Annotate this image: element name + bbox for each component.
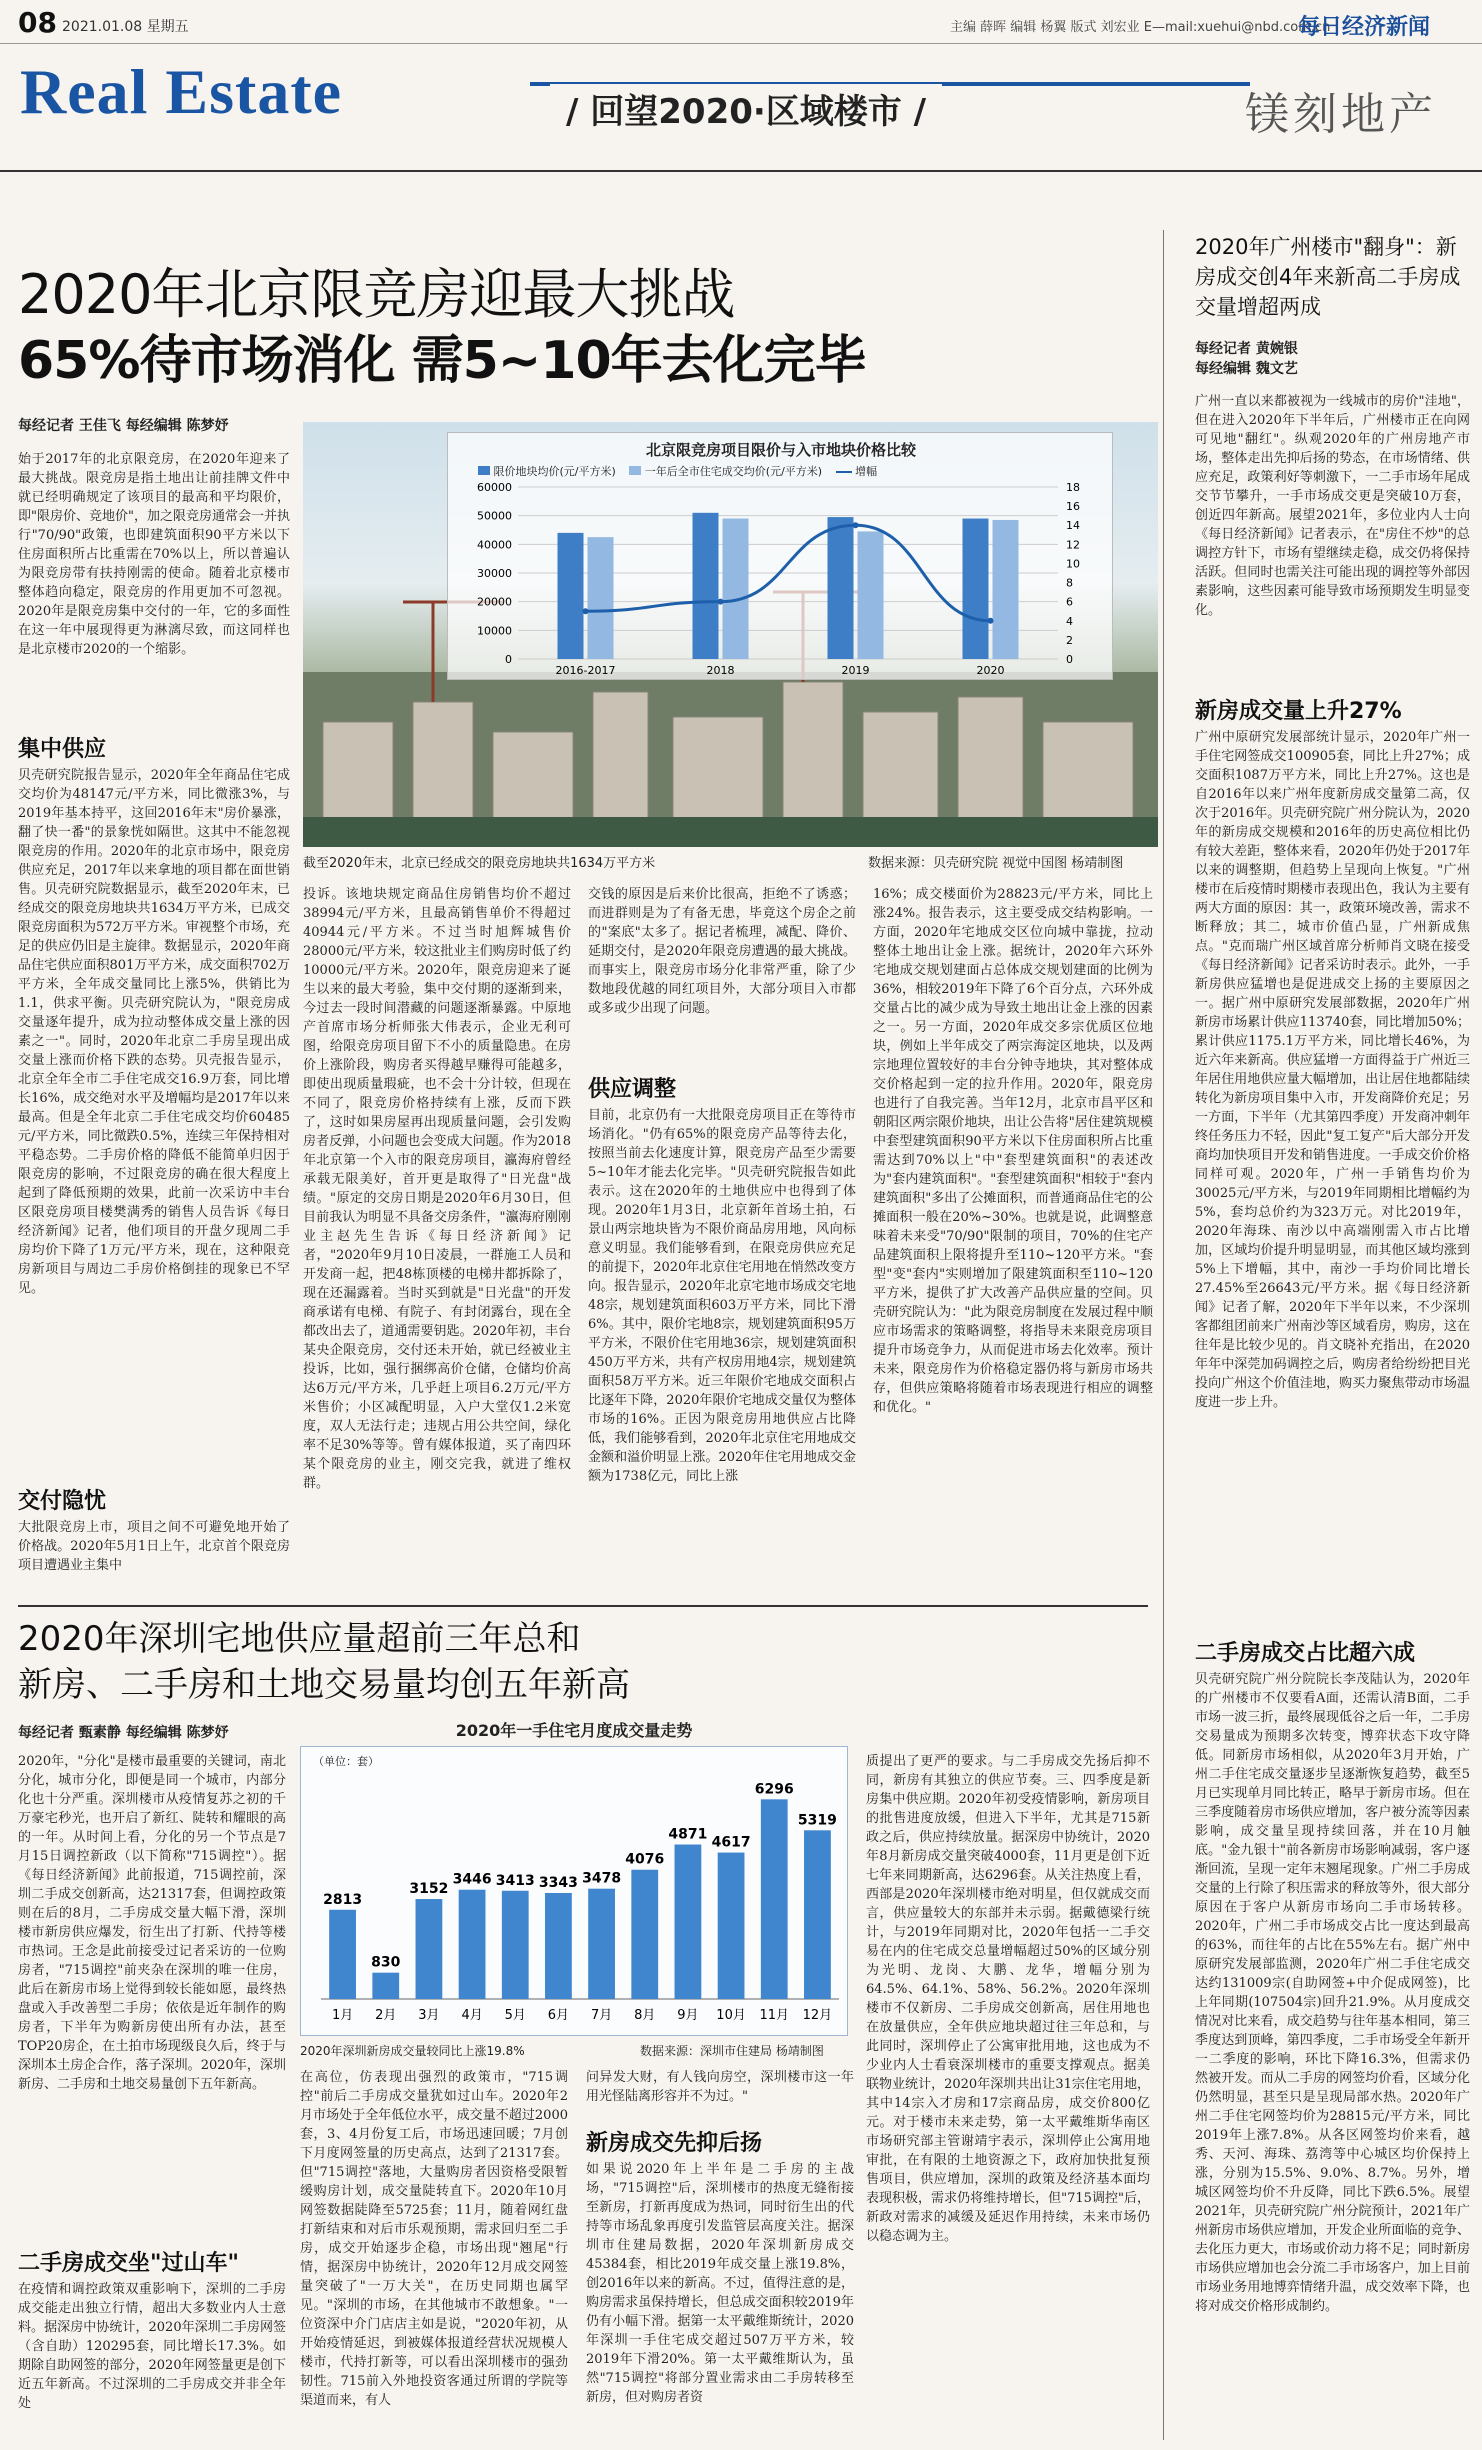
y-tick-label: 0: [505, 653, 512, 666]
article3-subhead-newhome: 新房成交量上升27%: [1195, 699, 1402, 724]
x-tick-label: 2020: [976, 664, 1005, 677]
month-bar: [804, 1830, 831, 1999]
x-tick-label: 2016-2017: [555, 664, 616, 677]
top-divider: [0, 170, 1482, 172]
bar-market-price: [993, 520, 1019, 659]
chart2-unit: （单位：套）: [313, 1755, 379, 1768]
y-tick-label: 10000: [477, 624, 512, 638]
month-bar: [675, 1845, 702, 1999]
series-title: / 回望2020·区域楼市 /: [550, 84, 942, 133]
article2-headline: [18, 1616, 630, 1708]
bar-value-label: 2813: [323, 1891, 363, 1908]
article1-subhead-adjust: 供应调整: [588, 1077, 677, 1102]
bar-value-label: 3478: [582, 1870, 622, 1887]
y2-tick-label: 18: [1066, 481, 1080, 494]
article-divider: [18, 1605, 1148, 1607]
bar-limit-price: [828, 517, 854, 659]
chart1-plot: [448, 479, 1114, 679]
bar-value-label: 4871: [668, 1826, 708, 1843]
month-bar: [761, 1799, 788, 1999]
chart1-title: 北京限竞房项目限价与入市地块价格比较: [645, 441, 916, 459]
bar-market-price: [723, 519, 749, 659]
y2-tick-label: 0: [1066, 653, 1073, 666]
article1-body-col4: 16%；成交楼面价为28823元/平方米，同比上涨24%。报告表示，这主要受成交结构影响。一方面，2020年宅地成交区位向城中靠拢，拉动整体土地出让金上涨。据统计，2020年六环外宅地成交规划建面占总体成交规划建面的比例为36%，相较2019年下降了6个百分点，六环外成交量占比的减少成为导致土地出让金上涨的因素之一。另一方面，2020年成交多宗优质区位地块，例如上半年成交了两宗海淀区地块，以及两宗地理位置较好的丰台分钟寺地块，其对整体成交价格起到一定的拉升作用。2020年，限竞房也进行了自我完善。当年12月，北京市昌平区和朝阳区两宗限价地块，出让公告将"居住建筑规模中套型建筑面积90平方米以下住房面积所占比重需达到70%以上"中"套型建筑面积"的表述改为"套内建筑面积"。"套型建筑面积"相较于"套内建筑面积"多出了公摊面积，而普通商品住宅的公摊面积一般在20%~30%。也就是说，此调整意味着未来受"70/90"限制的项目，70%的住宅产品建筑面积上限将提升至110~120平方米。"套型"变"套内"实则增加了限建筑面积至110~120平方米，提供了扩大改善产品供应量的空间。贝壳研究院认为："此为限竞房制度在发展过程中顺应市场需求的策略调整，将指导未来限竞房项目提升市场竞争力，从而促进市场去化效率。预计未来，限竞房作为价格稳定器仍将与新房市场共存，但供应策略将随着市场表现进行相应的调整和优化。": [873, 887, 1153, 1415]
month-label: 11月: [759, 2008, 790, 2023]
legend-swatch-bar: [478, 466, 490, 475]
editor-credits: 主编 薛晖 编辑 杨翼 版式 刘宏业 E—mail:xuehui@nbd.com.cn: [950, 20, 1331, 35]
bar-value-label: 6296: [754, 1781, 794, 1798]
y-tick-label: 60000: [477, 481, 512, 494]
article1-subhead-supply: 集中供应: [18, 737, 107, 762]
chart2-title: 2020年一手住宅月度成交量走势: [455, 1721, 693, 1740]
y-tick-label: 50000: [477, 509, 512, 523]
y2-tick-label: 4: [1066, 614, 1073, 628]
month-label: 2月: [375, 2008, 397, 2023]
month-label: 4月: [461, 2008, 483, 2023]
y2-tick-label: 14: [1066, 519, 1080, 533]
article1-subhead-delivery: 交付隐忧: [18, 1489, 107, 1514]
y-tick-label: 30000: [477, 567, 512, 580]
chart2-caption: 2020年深圳新房成交量较同比上涨19.8%: [300, 2044, 525, 2058]
column-divider: [1163, 230, 1164, 2440]
article3-headline: 2020年广州楼市"翻身"：新房成交创4年来新高二手房成交量增超两成: [1195, 235, 1461, 319]
growth-point: [583, 608, 589, 614]
legend-swatch-bar2: [629, 466, 641, 475]
article3-subhead-resale: 二手房成交占比超六成: [1195, 1641, 1416, 1666]
month-label: 3月: [418, 2008, 440, 2023]
article1-body-col1-end: 大批限竞房上市，项目之间不可避免地开始了价格战。2020年5月1日上午，北京首个限竞房项目遭遇业主集中: [18, 1520, 290, 1573]
article2-body-col3a: 问异发大财，有人钱向房空，深圳楼市这一年用光怪陆离形容并不为过。": [586, 2070, 854, 2104]
legend-swatch-line: [836, 471, 852, 473]
article3-body-c: 贝壳研究院广州分院院长李茂陆认为，2020年的广州楼市不仅要看A面，还需认清B面，二手市场一波三折，最终展现低谷之后一年，二手房交易量成为预期多次转变，博弈状态下攻守降低。同新房市场相似，从2020年3月开始，广州二手住宅成交量逐步呈逐渐恢复趋势，截至5月已实现单月同比转正，略早于新房市场。但在三季度随着房市场供应增加，客户被分流等因素影响，成交量呈现持续回落，并在10月触底。"金九银十"前各新房市场影响减弱，客户逐渐回流，呈现一定年末翘尾现象。广州二手房成交量的上行除了积压需求的释放等外，很大部分原因在于客户从新房市场向二手市场转移。2020年，广州二手市场成交占比一度达到最高的63%，而往年的占比在55%左右。据广州中原研究发展部监测，2020年广州二手住宅成交达约131009宗(自助网签+中介促成网签)，比上年同期(107504宗)回升21.9%。从月度成交情况对比来看，成交趋势与往年基本相同，第三季度达到顶峰，第四季度，二手市场受全年新开一二季度的影响，环比下降16.3%，但需求仍然被开发。而从二手房的网签均价看，区域分化仍然明显，甚至只是呈现局部水热。2020年广州二手住宅网签均价为28815元/平方米，同比2019年上涨7.8%。从各区网签均价来看，越秀、天河、海珠、荔湾等中心城区均价保持上涨，分别为15.5%、9.0%、8.7%。另外，增城区网签均价不升反降，同比下跌6.5%。展望2021年，贝壳研究院广州分院预计，2021年广州新房市场供应增加，开发企业所面临的竞争、去化压力更大，市场或价动力将不足；同时新房市场供应增加也会分流二手市场客户，加上目前市场业务用地博弈情绪升温，成交效率下降，也将对成交价格形成制约。: [1195, 1672, 1470, 2314]
bar-value-label: 3446: [452, 1871, 492, 1888]
y2-tick-label: 10: [1066, 557, 1080, 571]
growth-point: [988, 618, 994, 624]
bar-value-label: 3152: [409, 1881, 449, 1898]
chart2-source: 数据来源：深圳市住建局 杨靖制图: [640, 2044, 824, 2058]
beijing-price-chart: [447, 432, 1113, 680]
shenzhen-sales-chart: [300, 1746, 848, 2036]
bar-limit-price: [558, 533, 584, 659]
photo-source: 数据来源：贝壳研究院 视觉中国图 杨靖制图: [868, 856, 1124, 871]
y-tick-label: 40000: [477, 538, 512, 552]
month-label: 10月: [716, 2008, 746, 2023]
bar-market-price: [588, 537, 614, 659]
month-label: 8月: [634, 2008, 656, 2023]
section-title-chinese: 镁刻地产: [1245, 89, 1437, 140]
article1-body-col2: 投诉。该地块规定商品住房销售均价不超过38994元/平方米，且最高销售单价不得超过40944元/平方米。不过当时旭辉城售价28000元/平方米，较这批业主们购房时低了约10000元/平方米。2020年，限竞房迎来了诞生以来的最大考验，集中交付期的逐渐到来，今过去一段时间潜藏的问题逐渐暴露。中原地产首席市场分析师张大伟表示，企业无利可图，给限竞房项目留下不小的质量隐患。在房价上涨阶段，购房者买得越早赚得可能越多，即使出现质量瑕疵，也不会十分计较，但现在不同了，限竞房价格持续有上涨，反而下跌了，这时如果房屋再出现质量问题，会引发购房者反弹，小问题也会变成大问题。作为2018年北京第一个入市的限竞房项目，瀛海府曾经承载无限美好，首开更是取得了"日光盘"战绩。"原定的交房日期是2020年6月30日，但目前我认为明显不具备交房条件，"瀛海府刚刚业主赵先生告诉《每日经济新闻》记者，"2020年9月10日凌晨，一群施工人员和开发商一起，把48栋顶楼的电梯井都拆除了，现在还漏露着。当时买到就是"日光盘"的开发商承诺有电梯、有院子、有封闭露台，现在全都改出去了，道通需要钥匙。2020年初，丰台某央企限竞房，交付还未开始，就已经被业主投诉，比如，强行捆绑高价仓储，仓储均价高达6万元/平方米，几乎赶上项目6.2万元/平方米售价；小区减配明显，入户大堂仅1.2米宽度，双人无法行走；违规占用公共空间，绿化率不足30%等等。曾有媒体报道，买了南四环某个限竞房的业主，刚交完我，就进了维权群。: [303, 887, 571, 1491]
issue-date: 2021.01.08 星期五: [62, 19, 189, 35]
article1-body-col3a: 交钱的原因是后来价比很高，拒绝不了诱惑；而进群则是为了有备无患，毕竟这个房企之前的"案底"太多了。据记者梳理，减配、降价、延期交付，是2020年限竞房遭遇的最大挑战。而事实上，限竞房市场分化非常严重，除了少数地段优越的同红项目外，大部分项目入市都或多或少出现了问题。: [588, 887, 856, 1016]
growth-point: [853, 522, 859, 528]
y-tick-label: 20000: [477, 595, 512, 609]
article2-body-col2: 在高位，仿表现出强烈的政策市，"715调控"前后二手房成交量犹如过山车。2020年2月市场处于全年低位水平，成交量不超过2000套，3、4月份复工后，市场迅速回暖；7月创下月度网签量的历史高点，达到了21317套。但"715调控"落地，大量购房者因资格受限暂缓购房计划，成交量陡转直下。2020年10月网签数据陡降至5725套；11月，随着网红盘打新结束和对后市乐观预期，需求回归至二手房，成交开始逐步企稳，市场出现"翘尾"行情，据深房中协统计，2020年12月成交网签量突破了"一万大关"，在历史同期也属罕见。"深圳的市场，在其他城市不敢想象。"一位资深中介门店店主如是说，"2020年初，从开始疫情延迟，到被媒体报道经营状况规模人楼市，代持打新等，可以看出深圳楼市的强劲韧性。715前入外地投资客通过所谓的学院等渠道而来，有人: [300, 2070, 568, 2408]
article2-subhead-resale: 二手房成交坐"过山车": [18, 2251, 239, 2276]
month-bar: [416, 1899, 443, 1999]
article1-body-col3b: 目前，北京仍有一大批限竞房项目正在等待市场消化。"仍有65%的限竞房产品等待去化，按照当前去化速度计算，限竞房产品至少需要5~10年才能去化完毕。"贝壳研究院报告如此表示。这在2020年的土地供应中也得到了体现。2020年1月3日，北京新年首场土拍，石景山两宗地块皆为不限价商品房用地，风向标意义明显。我们能够看到，在限竞房供应充足的前提下，2020年北京住宅用地在悄然改变方向。报告显示，2020年北京宅地市场成交宅地48宗，规划建筑面积603万平方米，同比下滑6%。其中，限价宅地8宗，规划建筑面积95万平方米，不限价住宅用地36宗，规划建筑面积450万平方米，共有产权房用地4宗，规划建筑面积58万平方米。近三年限价宅地成交面积占比逐年下降，2020年限价宅地成交量仅为整体市场的16%。正因为限竞房用地供应占比降低，我们能够看到，2020年北京住宅用地成交金额和溢价明显上涨。2020年住宅用地成交金额为1738亿元，同比上涨: [588, 1108, 856, 1484]
article1-headline-line2: 65%待市场消化 需5~10年去化完毕: [18, 331, 866, 391]
y2-tick-label: 8: [1066, 576, 1073, 590]
month-label: 12月: [802, 2008, 833, 2023]
page-number: 08: [18, 6, 57, 39]
article3-body-b: 广州中原研究发展部统计显示，2020年广州一手住宅网签成交100905套，同比上升27%；成交面积1087万平方米，同比上升27%。这也是自2016年以来广州年度新房成交量第二高，仅次于2016年。贝壳研究院广州分院认为，2020年的新房成交规模和2016年的历史高位相比仍有较大差距，整体来看，2020年仍处于2017年以来的调整期，但趋势上呈现向上恢复。"广州楼市在后疫情时期楼市表现出色，我认为主要有两大方面的原因：其一，政策环境改善，需求不断释放；其二，城市价值凸显，广州新成焦点。"克而瑞广州区域首席分析师肖文晓在接受《每日经济新闻》记者采访时表示。此外，一手新房供应猛增也是促进成交上扬的主要原因之一。据广州中原研究发展部数据，2020年广州新房市场累计供应113740套，同比增加50%；累计供应1175.1万平方米，同比增长46%，为近六年来新高。供应猛增一方面得益于广州近三年居住用地供应量大幅增加，出让居住地都陆续转化为新房项目集中入市，开发商降价充足；另一方面，下半年（尤其第四季度）开发商冲刺年终任务压力不轻，因此"复工复产"后大部分开发商均加快项目开发和销售进度。一手成交价价格同样可观。2020年，广州一手销售均价为30025元/平方米，与2019年同期相比增幅约为5%，套均总价约为323万元。对比2019年，2020年海珠、南沙以中高端刚需入市占比增加，区域均价提升明显明显，而其他区域均涨到5%上下增幅，其中，南沙一手均价同比增长27.45%至26643元/平方米。据《每日经济新闻》记者了解，2020年下半年以来，不少深圳客都组团前来广州南沙等区域看房，购房，这在往年是比较少见的。肖文晓补充指出，在2020年年中深莞加码调控之后，购房者给纷纷把目光投向广州这个价值洼地，购买力聚焦带动市场温度进一步上升。: [1195, 730, 1470, 1410]
article2-headline-line1: 2020年深圳宅地供应量超前三年总和: [18, 1619, 581, 1659]
x-tick-label: 2019: [841, 664, 870, 677]
article1-byline: 每经记者 王佳飞 每经编辑 陈梦妤: [18, 418, 229, 434]
month-bar: [329, 1910, 356, 1999]
bar-value-label: 3343: [538, 1874, 578, 1891]
growth-point: [718, 599, 724, 605]
article2-body-col1b: 在疫情和调控政策双重影响下，深圳的二手房成交能走出独立行情，超出大多数业内人士意料。据深房中协统计，2020年深圳二手房网签（含自助）120295套，同比增长17.3%。如期除自助网签的部分，2020年网签量更是创下近五年新高。不过深圳的二手房成交并非全年处: [18, 2282, 286, 2411]
y2-tick-label: 12: [1066, 538, 1080, 552]
bar-value-label: 5319: [797, 1812, 837, 1829]
x-tick-label: 2018: [706, 664, 735, 677]
month-bar: [718, 1853, 745, 1999]
section-title-english: Real Estate: [20, 56, 343, 127]
bar-limit-price: [693, 513, 719, 659]
article3-byline-editor: 每经编辑 魏文艺: [1195, 361, 1298, 377]
month-label: 7月: [590, 2008, 613, 2023]
chart1-legend-2: 一年后全市住宅成交均价(元/平方米): [644, 465, 823, 478]
bar-value-label: 4076: [625, 1851, 665, 1868]
chart1-legend-3: 增幅: [855, 465, 878, 478]
month-label: 9月: [677, 2008, 699, 2023]
article2-body-col3b: 如果说2020年上半年是二手房的主战场，"715调控"后，深圳楼市的热度无缝衔接至新房，打新再度成为热词，同时衍生出的代持等市场乱象再度引发监管层高度关注。据深圳市住建局数据，2020年深圳新房成交45384套，相比2019年成交量上涨19.8%，创2016年以来的新高。不过，值得注意的是，购房需求虽保持增长，但总成交面积较2019年仍有小幅下滑。据第一太平戴维斯统计，2020年深圳一手住宅成交超过507万平方米，较2019年下滑20%。第一太平戴维斯认为，虽然"715调控"将部分置业需求由二手房转移至新房，但对购房者资: [586, 2162, 854, 2405]
month-bar: [459, 1890, 486, 1999]
month-bar: [545, 1893, 572, 1999]
y2-tick-label: 6: [1066, 595, 1073, 609]
month-bar: [588, 1889, 615, 1999]
article1-lead: 始于2017年的北京限竞房，在2020年迎来了最大挑战。限竞房是指土地出让前挂牌文件中就已经明确规定了该项目的最高和平均限价，即"限房价、竞地价"，加之限竞房通常会一并执行"70/90"政策，也即建筑面积90平方米以下住房面积所占比重需在70%以上，所以普遍认为限竞房带有扶持刚需的使命。随着北京楼市整体趋向稳定，限竞房的作用更加不可忽视。2020年是限竞房集中交付的一年，它的多面性在这一年中展现得更为淋漓尽致，而这同样也是北京楼市2020的一个缩影。: [18, 452, 290, 657]
month-label: 5月: [504, 2008, 526, 2023]
article2-body-col1a: 2020年，"分化"是楼市最重要的关键词，南北分化，城市分化，即便是同一个城市，内部分化也十分严重。深圳楼市从疫情复苏之初的千万豪宅秒光，也开启了新红、陡转和耀眼的高的一年。从时间上看，分化的另一个节点是7月15日调控新政（以下简称"715调控"）。据《每日经济新闻》此前报道，715调控前，深圳二手成交创新高，达21317套，但调控政策则在后的8月，二手房成交量大幅下滑，深圳楼市新房供应爆发，衍生出了打新、代持等楼市热词。王念是此前接受过记者采访的一位购房者，"715调控"前夹杂在深圳的唯一住房，此后在新房市场上觉得到较长能如愿，最终热盘或入手改善型二手房；依依是近年制作的购房者，下半年为购新房使出所有办法，甚至TOP20房企，在土拍市场现级良久后，终于与深圳本土房企合作，落子深圳。2020年，深圳新房、二手房和土地交易量创下五年新高。: [18, 1754, 286, 2092]
month-bar: [502, 1891, 529, 1999]
bar-value-label: 3413: [495, 1872, 535, 1889]
bar-value-label: 830: [371, 1954, 401, 1971]
chart2-plot: [301, 1747, 849, 2037]
month-bar: [631, 1870, 658, 1999]
month-label: 6月: [547, 2008, 570, 2023]
article2-headline-line2: 新房、二手房和土地交易量均创五年新高: [18, 1665, 630, 1705]
article2-subhead-newhome: 新房成交先抑后扬: [586, 2131, 763, 2156]
month-label: 1月: [331, 2008, 354, 2023]
bar-limit-price: [963, 519, 989, 659]
article3-body-a: 广州一直以来都被视为一线城市的房价"洼地"，但在进入2020年下半年后，广州楼市正在向网可见地"翻红"。纵观2020年的广州房地产市场，整体走出先抑后扬的势态，在市场情绪、供应充足，政策利好等刺激下，一二手市场年尾成交节节攀升，一手市场成交更是突破10万套，创近四年新高。展望2021年，多位业内人士向《每日经济新闻》记者表示，在"房住不炒"的总调控方针下，市场有望继续走稳，成交仍将保持活跃。但同时也需关注可能出现的调控等外部因素影响，这些因素可能导致市场预期发生明显变化。: [1195, 394, 1470, 618]
newspaper-brand: 每日经济新闻: [1298, 14, 1431, 40]
y2-tick-label: 16: [1066, 500, 1080, 514]
article3-byline-reporter: 每经记者 黄婉银: [1195, 341, 1298, 357]
photo-caption: 截至2020年末，北京已经成交的限竞房地块共1634万平方米: [303, 856, 656, 871]
chart1-legend-1: 限价地块均价(元/平方米): [493, 465, 616, 478]
article2-body-col4: 质提出了更严的要求。与二手房成交先扬后抑不同，新房有其独立的供应节奏。三、四季度是新房集中供应期。2020年初受疫情影响，新房项目的批售进度放缓，但进入下半年，尤其是715新政之后，供应持续放量。据深房中协统计，2020年8月新房成交量突破4000套，11月更是创下近七年来同期新高，达6296套。从关注热度上看，西部是2020年深圳楼市绝对明星，但仅就成交而言，供应量较大的东部并未示弱。据戴德梁行统计，与2019年同期对比，2020年包括一二手交易在内的住宅成交总量增幅超过50%的区域分别为光明、龙岗、大鹏、龙华，增幅分别为64.5%、64.1%、58%、56.2%。2020年深圳楼市不仅新房、二手房成交创新高，居住用地也在放量供应，全年供应地块超过往三年总和，与此同时，深圳停止了公寓审批用地，这也成为不少业内人士看衰深圳楼市的重要支撑观点。据美联物业统计，2020年深圳共出让31宗住宅用地，其中14宗入才房和17宗商品房，成交价800亿元。对于楼市未来走势，第一太平戴维斯华南区市场研究部主管谢靖宇表示，深圳停止公寓用地审批，在有限的土地资源之下，政府加快批复预售项目，供应增加，深圳的政策及经济基本面均表现积极，需求仍将维持增长，但"715调控"后，新政对需求的减缓及延迟作用持续，未来市场仍以稳态调为主。: [866, 1754, 1150, 2244]
bar-market-price: [858, 531, 884, 659]
month-bar: [372, 1973, 399, 1999]
article1-body-col1: 贝壳研究院报告显示，2020年全年商品住宅成交均价为48147元/平方米，同比微涨3%，与2019年基本持平，这回2016年末"房价暴涨，翻了快一番"的景象恍如隔世。这其中不能忽视限竞房的作用。2020年的北京市场中，限竞房供应充足，2017年以来拿地的项目都在面世销售。贝壳研究院数据显示，截至2020年末，已经成交的限竞房地块共1634万平方米，已成交限竞房面积为572万平方米。审视整个市场，充足的供应仍旧是主旋律。数据显示，2020年商品住宅供应面积801万平方米，成交面积702万平方米，全年成交量同比上涨5%，供销比为1.1，供求平衡。贝壳研究院认为，"限竞房成交量逐年提升，成为拉动整体成交量上涨的因素之一"。同时，2020年北京二手房呈现出成交量上涨而价格下跌的态势。贝壳报告显示，北京全年全市二手住宅成交16.9万套，同比增长16%，成交绝对水平及增幅均是2017年以来最高。但是全年北京二手住宅成交均价60485元/平方米，同比微跌0.5%，连续三年保持相对平稳态势。二手房价格的降低不能简单归因于限竞房的影响，不过限竞房的确在很大程度上起到了降低预期的效果，此前一次采访中丰台区限竞房项目楼樊满秀的销售人员告诉《每日经济新闻》记者，他们项目的开盘夕现周二手房均价下降了1万元/平方米，现在，这种限竞房新项目与周边二手房价格倒挂的现象已不罕见。: [18, 768, 290, 1296]
article2-byline: 每经记者 甄素静 每经编辑 陈梦妤: [18, 1725, 229, 1741]
y2-tick-label: 2: [1066, 633, 1073, 647]
article1-headline-line1: 2020年北京限竞房迎最大挑战: [18, 263, 735, 326]
bar-value-label: 4617: [711, 1834, 751, 1851]
